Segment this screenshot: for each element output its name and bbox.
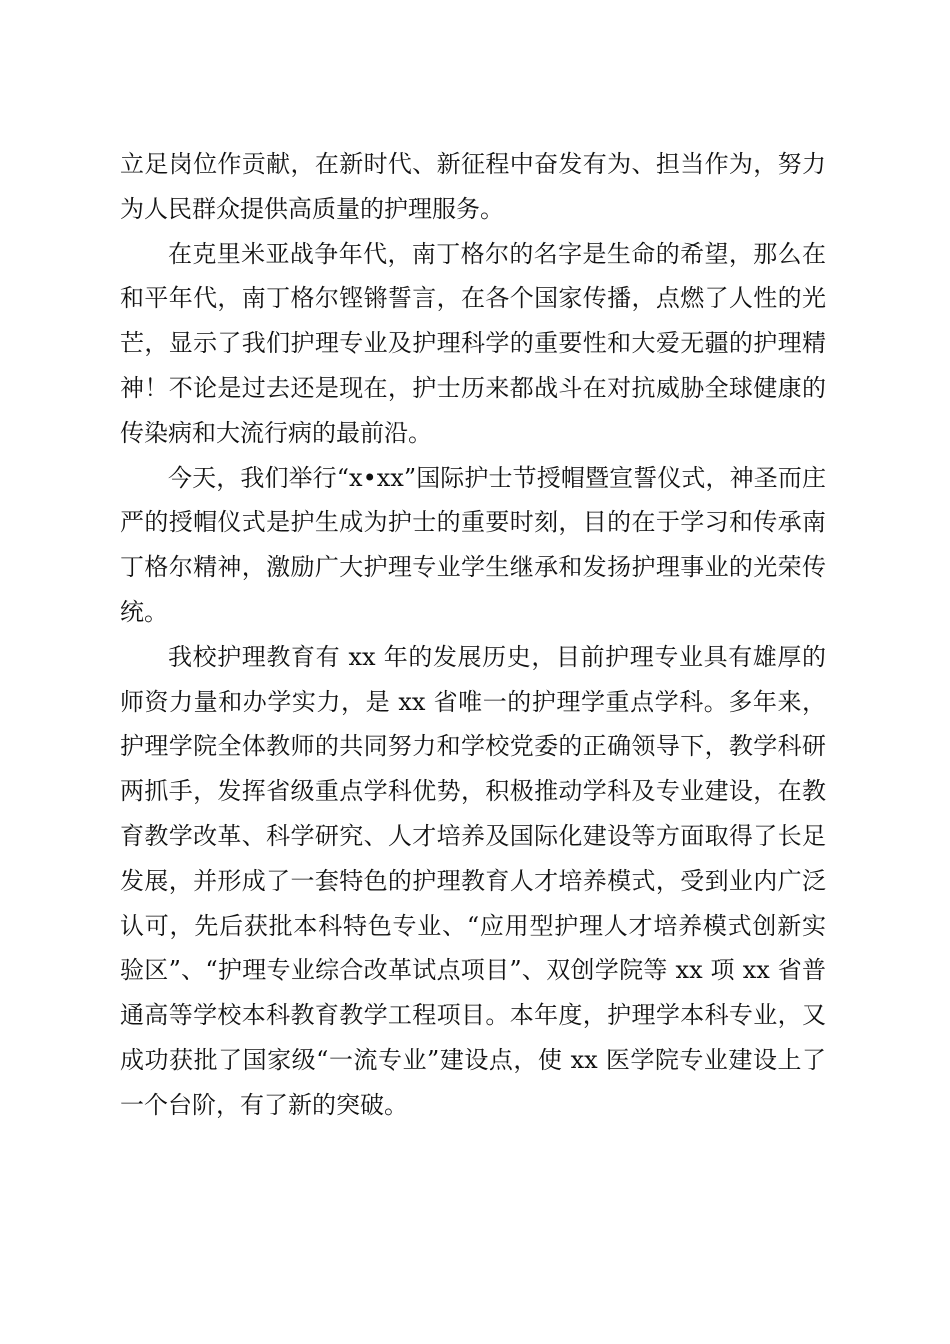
paragraph-crimean-war: 在克里米亚战争年代，南丁格尔的名字是生命的希望，那么在和平年代，南丁格尔铿锵誓言，在各个国家传播，点燃了人性的光芒，显示了我们护理专业及护理科学的重要性和大爱无疆的护理精神！不论是过去还是现在，护士历来都战斗在对抗威胁全球健康的传染病和大流行病的最前沿。 [120,239,826,447]
paragraph-nursing-education: 我校护理教育有 xx 年的发展历史，目前护理专业具有雄厚的师资力量和办学实力，是 xx 省唯一的护理学重点学科。多年来，护理学院全体教师的共同努力和学校党委的正确领导下，教学科研两抓手，发挥省级重点学科优势，积极推动学科及专业建设，在教育教学改革、科学研究、人才培养及国际化建设等方面取得了长足发展，并形成了一套特色的护理教育人才培养模式，受到业内广泛认可，先后获批本科特色专业、“应用型护理人才培养模式创新实验区”、“护理专业综合改革试点项目”、双创学院等 xx 项 xx 省普通高等学校本科教育教学工程项目。本年度，护理学本科专业，又成功获批了国家级“一流专业”建设点，使 xx 医学院专业建设上了一个台阶，有了新的突破。 [120,642,826,1119]
document-body [120,142,826,1128]
paragraph-capping-ceremony: 今天，我们举行“x•xx”国际护士节授帽暨宣誓仪式，神圣而庄严的授帽仪式是护生成为护士的重要时刻，目的在于学习和传承南丁格尔精神，激励广大护理专业学生继承和发扬护理事业的光荣传统。 [120,463,826,626]
paragraph-continuation: 立足岗位作贡献，在新时代、新征程中奋发有为、担当作为，努力为人民群众提供高质量的护理服务。 [120,150,826,223]
